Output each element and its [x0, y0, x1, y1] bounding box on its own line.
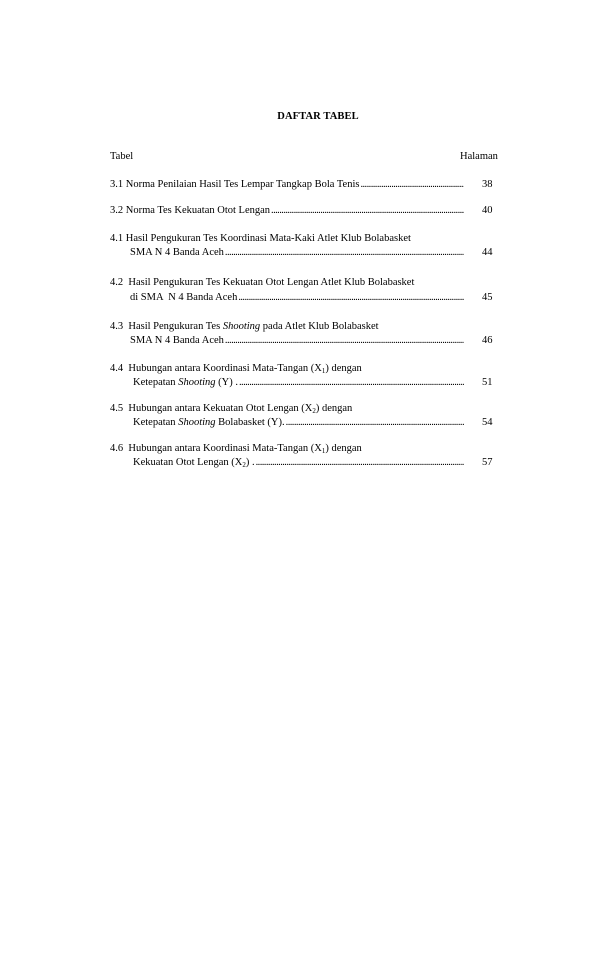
leader-dots — [225, 334, 464, 348]
toc-entry-3-1[interactable] — [110, 178, 502, 192]
toc-entry-4-6[interactable] — [110, 442, 502, 470]
entry-title-line2: SMA N 4 Banda Aceh — [130, 335, 224, 346]
entry-title-part: ) dengan — [325, 363, 362, 374]
entry-page: 38 — [482, 179, 493, 190]
leader-dots — [256, 456, 464, 470]
entry-title-part: Ketepatan — [133, 377, 179, 388]
entry-title: Norma Penilaian Hasil Tes Lempar Tangkap Bola Tenis — [125, 179, 360, 190]
entry-title-part: Hasil Pengukuran Tes — [128, 321, 223, 332]
entry-page: 57 — [482, 457, 493, 468]
entry-number: 4.4 — [110, 363, 124, 374]
leader-dots — [238, 291, 464, 305]
column-header-tabel: Tabel — [110, 151, 134, 162]
entry-page: 46 — [482, 335, 493, 346]
toc-entry-4-3[interactable] — [110, 320, 502, 348]
entry-title-line2: di SMA N 4 Banda Aceh — [130, 292, 238, 303]
leader-dots — [271, 204, 464, 218]
entry-title-part: Hubungan antara Kekuatan Otot Lengan (X — [128, 403, 313, 414]
entry-title-part: ) . — [245, 457, 255, 468]
entry-title-part: Kekuatan Otot Lengan (X — [133, 457, 243, 468]
entry-title-part: (Y) . — [215, 377, 238, 388]
entry-title-emphasis: Shooting — [222, 321, 261, 332]
entry-title-part: ) dengan — [325, 443, 362, 454]
entry-number: 3.2 — [110, 205, 124, 216]
entry-number: 4.6 — [110, 443, 124, 454]
toc-entry-4-1[interactable] — [110, 232, 502, 260]
toc-entry-3-2[interactable] — [110, 204, 502, 218]
entry-page: 45 — [482, 292, 493, 303]
entry-title-emphasis: Shooting — [178, 377, 216, 388]
entry-title: Norma Tes Kekuatan Otot Lengan — [125, 205, 271, 216]
subscript: 1 — [321, 447, 326, 455]
column-header-halaman: Halaman — [460, 151, 498, 162]
entry-title-part: ) dengan — [315, 403, 353, 414]
leader-dots — [225, 246, 464, 260]
toc-entry-4-5[interactable] — [110, 402, 502, 430]
subscript: 1 — [321, 367, 326, 375]
entry-number: 4.2 — [110, 277, 124, 288]
entry-title-part: Hubungan antara Koordinasi Mata-Tangan (X — [128, 363, 322, 374]
entry-title-line2: SMA N 4 Banda Aceh — [130, 247, 224, 258]
entry-page: 40 — [482, 205, 493, 216]
entry-title-part: pada Atlet Klub Bolabasket — [260, 321, 379, 332]
entry-page: 54 — [482, 417, 493, 428]
subscript: 2 — [242, 461, 246, 469]
entry-number: 3.1 — [110, 179, 124, 190]
subscript: 2 — [312, 407, 316, 415]
leader-dots — [286, 416, 464, 430]
page-title: DAFTAR TABEL — [277, 111, 359, 122]
entry-title-part: Bolabasket (Y). — [215, 417, 285, 428]
entry-number: 4.1 — [110, 233, 124, 244]
entry-number: 4.5 — [110, 403, 124, 414]
entry-title: Hasil Pengukuran Tes Koordinasi Mata-Kaki Atlet Klub Bolabasket — [125, 233, 411, 244]
entry-title-emphasis: Shooting — [178, 417, 216, 428]
toc-entry-4-2[interactable] — [110, 276, 502, 305]
entry-title-part: Hubungan antara Koordinasi Mata-Tangan (X — [128, 443, 322, 454]
toc-entry-4-4[interactable] — [110, 362, 502, 390]
leader-dots — [360, 178, 464, 192]
entry-title: Hasil Pengukuran Tes Kekuatan Otot Lengan Atlet Klub Bolabasket — [128, 277, 415, 288]
entry-page: 51 — [482, 377, 493, 388]
entry-page: 44 — [482, 247, 493, 258]
entry-number: 4.3 — [110, 321, 124, 332]
entry-title-part: Ketepatan — [133, 417, 179, 428]
leader-dots — [239, 376, 464, 390]
